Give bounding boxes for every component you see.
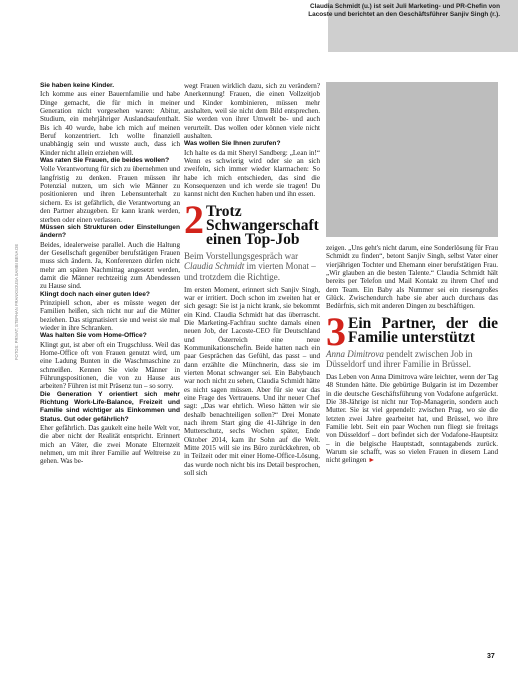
section-3-number: 3 <box>326 308 346 354</box>
interview-answer: Ich halte es da mit Sheryl Sandberg: „Lean in!“ Wenn es schwierig wird oder sie an sich zweifeln, sich immer wieder klarmachen: So habe ich mich entschieden, das sind die Konsequenzen und ich werde sie tragen! Du kannst nicht den Kuchen haben und ihn essen. <box>184 148 320 199</box>
interview-answer: wegt Frauen wirklich dazu, sich zu verändern? Anerkennung! Frauen, die einen Vollzeitjob und Kinder kombinieren, müssen mehr aushalten, weil sie nicht dem Bild entsprechen. Sie werden von ihrer Umwelt be- und auch verurteilt. Das wollen oder können viele nicht aushalten. <box>184 82 320 141</box>
section-3-lede <box>326 349 498 370</box>
interview-answer: Ich komme aus einer Bauernfamilie und habe Dinge gemacht, die für mich in meiner Generation nicht vorgesehen waren: Abitur, Studium, ein mehrjähriger Auslandsaufenthalt. Bis ich 40 wurde, habe ich mich auf meinen Beruf konzentriert. Ich wollte finanziell unabhängig sein und wusste auch, dass ich Kinder nicht allein erziehen will. <box>40 90 180 157</box>
section-3-title: Ein Partner, der die Familie unterstützt <box>348 314 498 346</box>
photo-credit: FOTOS: PRIVAT; STEPHAN FRANKSOUSA SAMBI BENA DE <box>14 243 19 360</box>
interview-answer: Prinzipiell schon, aber es müsste wegen der Familien heißen, sich nicht nur auf die Mütter beziehen. Das stigmatisiert sie und weist sie mal wieder in ihre Schranken. <box>40 298 180 332</box>
section-2-title: Trotz Schwangerschaft einen Top-Job <box>206 202 319 248</box>
interview-question: Was halten Sie vom Home-Office? <box>40 332 147 340</box>
interview-question: Die Generation Y orientiert sich mehr Richtung Work-Life-Balance, Freizeit und Familie sind wichtiger als Einkommen und Status. Gut oder gefährlich? <box>40 390 180 423</box>
body-text: Das Leben von Anna Dimitrova wäre leichter, wenn der Tag 48 Stunden hätte. Die gebürtige Bulgarin ist im Dezember in die deutsche Geschäftsführung von Vodafone aufgerückt. Die 38-Jährige ist nicht nur Top-Managerin, sondern auch Mutter. Sie ist viel gependelt: zwischen Prag, wo sie die letzten zwei Jahre gearbeitet hat, und Brüssel, wo ihre Familie lebt. Seit ein paar Wochen nun fliegt sie freitags von Düsseldorf – dort befindet sich der Vodafone-Hauptsitz – in die belgische Hauptstadt, sonntagabends zurück. Warum sie schafft, was so vielen Frauen in diesem Land nicht gelingen <box>326 372 498 465</box>
lede-text: pendelt zwischen Job in Düsseldorf und ihrer Familie in Brüssel. <box>326 348 473 370</box>
column-2 <box>184 82 320 478</box>
interview-question: Sie haben keine Kinder. <box>40 82 115 89</box>
interview-answer: Beides, idealerweise parallel. Auch die Haltung der Gesellschaft gegenüber berufstätigen Frauen muss sich ändern. Ja, Konferenzen dürfen nicht mehr am späten Nachmittag angesetzt werden, damit die Männer rechtzeitig zum Abendessen zu Hause sind. <box>40 240 180 291</box>
section-2-header <box>184 196 320 283</box>
column-3 <box>326 244 498 465</box>
interview-question: Klingt doch nach einer guten Idee? <box>40 290 150 298</box>
section-2-lede <box>184 251 320 283</box>
interview-answer: Volle Verantwortung für sich zu übernehmen und langfristig zu denken. Frauen müssen ihr Potenzial nutzen, um sich wie Männer zu positionieren und ihren Lebensunterhalt zu sichern. Es ist gefährlich, die Verantwortung an den Partner abzugeben. Er kann krank werden, sterben oder einen verlassen. <box>40 165 180 224</box>
interview-answer: Klingt gut, ist aber oft ein Trugschluss. Weil das Home-Office oft von Frauen genutzt wird, um eine Ladung Bunten in die Waschmaschine zu schmeißen. Kennen Sie viele Männer in Führungspositionen, die von zu Hause aus arbeiten? Führen ist mit Präsenz tun – so sorry. <box>40 340 180 391</box>
page-number: 37 <box>487 653 495 660</box>
column-1 <box>40 82 180 466</box>
body-paragraph: zeigen. „Uns geht's nicht darum, eine Sonderlösung für Frau Schmidt zu finden“, betont Sanjiv Singh, selbst Vater einer vierjährigen Tochter und Ehemann einer berufstätigen Frau. „Wir glauben an die besten Talente.“ Claudia Schmidt hält bereits per Telefon und Mail Kontakt zu ihrem Chef und dem Team. Ein Baby als Nummer sei ein riesengroßes Glück. Zwischendurch habe sie aber auch durchaus das Bedürfnis, sich mit anderen Dingen zu beschäftigen. <box>326 244 498 311</box>
portrait-photo <box>326 82 498 237</box>
continue-arrow-icon: ► <box>368 456 376 465</box>
lede-name: Claudia Schmidt <box>184 261 245 272</box>
interview-question: Müssen sich Strukturen oder Einstellungen ändern? <box>40 223 180 240</box>
section-3-header <box>326 308 498 370</box>
interview-question: Was raten Sie Frauen, die beides wollen? <box>40 157 170 165</box>
photo-caption: Claudia Schmidt (u.) ist seit Juli Marketing- und PR-Chefin von Lacoste und berichtet an den Geschäftsführer Sanjiv Singh (r.). <box>308 3 500 19</box>
body-paragraph: Im ersten Moment, erinnert sich Sanjiv Singh, war er irritiert. Doch schon im zweiten hat er sich gesagt: Sie ist ja nicht krank, sie bekommt ein Kind. Claudia Schmidt hat das überrascht. Die Marketing-Fachfrau suchte damals einen neuen Job, der Lacoste-CEO für Deutschland und Österreich eine neue Kommunikationschefin. Beide hatten nach ein paar Gesprächen das Gefühl, das passt – und dann erzählte die Münchnerin, dass sie im vierten Monat schwanger sei. Ein Babybauch war noch nicht zu sehen, Claudia Schmidt hätte es nicht sagen müssen. Aber für sie war das eine Frage des Vertrauens. Und ihr neuer Chef sagt: „Das war ehrlich. Wieso hätten wir sie deshalb benachteiligen sollen?“ Drei Monate nach ihrem Start ging die 41-Jährige in den Mutterschutz, sechs Wochen später, Ende Oktober 2014, kam ihr Sohn auf die Welt. Mitte 2015 will sie ins Büro zurückkehren, ob in Teilzeit oder mit einer Home-Office-Lösung, das wurde noch nicht bis ins Detail besprochen, soll sich <box>184 285 320 478</box>
interview-question: Was wollen Sie Ihnen zurufen? <box>184 140 281 148</box>
lede-text: Beim Vorstellungsgespräch war <box>184 250 299 261</box>
lede-text: im vierten Monat – und trotzdem die Richtige. <box>184 261 316 282</box>
lede-name: Anna Dimitrova <box>326 348 384 359</box>
section-2-number: 2 <box>184 196 204 242</box>
body-paragraph <box>326 373 498 465</box>
interview-answer: Eher gefährlich. Das gaukelt eine heile Welt vor, die aber nicht der Realität entspricht. Erinnert mich an Väter, die zwei Monate Elternzeit nehmen, um mit ihrer Familie auf Weltreise zu gehen. Was be- <box>40 424 180 466</box>
